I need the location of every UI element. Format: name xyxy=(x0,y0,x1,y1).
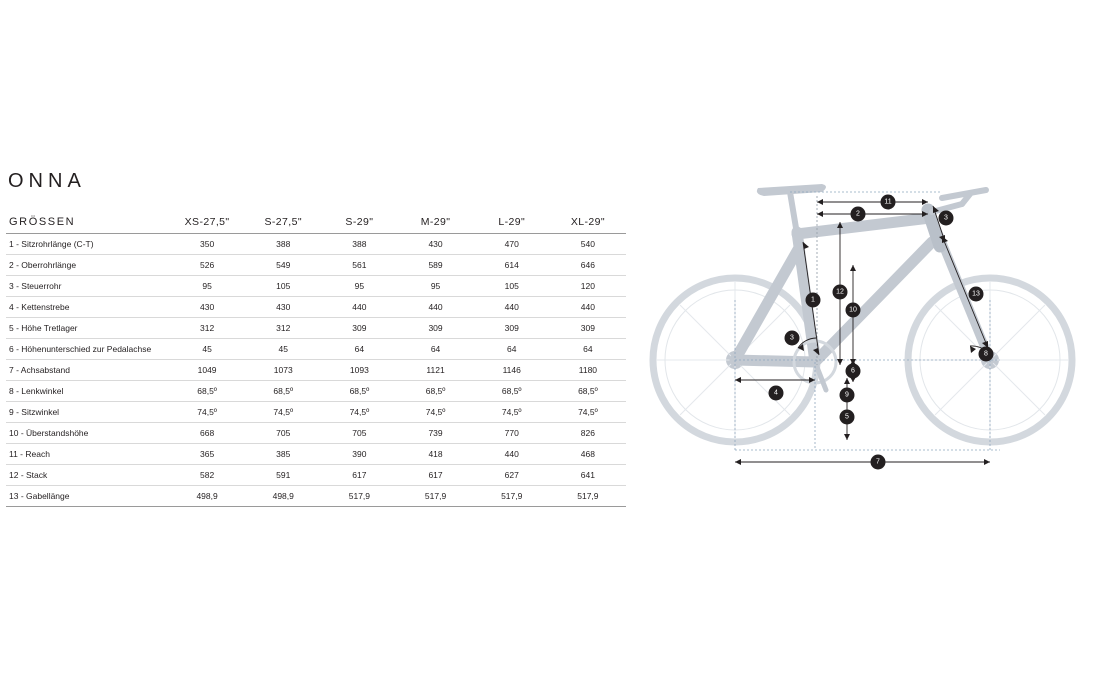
callout-label: 2 xyxy=(856,210,860,218)
column-header-size-4: L-29" xyxy=(474,211,550,234)
callout-1 xyxy=(806,293,821,308)
callout-13 xyxy=(969,287,984,302)
callout-label: 12 xyxy=(836,288,844,296)
callout-6 xyxy=(846,364,861,379)
cell: 1121 xyxy=(397,360,473,381)
cell: 1093 xyxy=(321,360,397,381)
cell: 95 xyxy=(169,276,245,297)
cell: 440 xyxy=(474,297,550,318)
column-header-size-3: M-29" xyxy=(397,211,473,234)
bike-geometry-diagram xyxy=(640,150,1110,510)
cell: 74,5º xyxy=(474,402,550,423)
row-label: 7 - Achsabstand xyxy=(6,360,169,381)
callout-label: 7 xyxy=(876,458,880,466)
column-header-size-1: S-27,5" xyxy=(245,211,321,234)
cell: 440 xyxy=(550,297,626,318)
cell: 74,5º xyxy=(397,402,473,423)
callout-label: 5 xyxy=(845,413,849,421)
cell: 74,5º xyxy=(245,402,321,423)
callout-9 xyxy=(840,388,855,403)
cell: 549 xyxy=(245,255,321,276)
cell: 1180 xyxy=(550,360,626,381)
cell: 826 xyxy=(550,423,626,444)
table-row xyxy=(6,339,626,360)
cell: 705 xyxy=(245,423,321,444)
cell: 95 xyxy=(321,276,397,297)
column-header-size-2: S-29" xyxy=(321,211,397,234)
table-row xyxy=(6,318,626,339)
cell: 45 xyxy=(169,339,245,360)
cell: 430 xyxy=(169,297,245,318)
cell: 64 xyxy=(397,339,473,360)
cell: 614 xyxy=(474,255,550,276)
callout-label: 11 xyxy=(884,198,892,206)
callout-label: 10 xyxy=(849,306,857,314)
cell: 64 xyxy=(550,339,626,360)
table-row xyxy=(6,276,626,297)
cell: 45 xyxy=(245,339,321,360)
cell: 526 xyxy=(169,255,245,276)
cell: 120 xyxy=(550,276,626,297)
callout-4 xyxy=(769,386,784,401)
cell: 68,5º xyxy=(321,381,397,402)
callout-label: 3 xyxy=(944,214,948,222)
callout-8 xyxy=(979,347,994,362)
callout-label: 4 xyxy=(774,389,778,397)
cell: 517,9 xyxy=(321,486,397,507)
table-row xyxy=(6,381,626,402)
cell: 388 xyxy=(245,234,321,255)
cell: 517,9 xyxy=(397,486,473,507)
row-label: 2 - Oberrohrlänge xyxy=(6,255,169,276)
row-label: 13 - Gabellänge xyxy=(6,486,169,507)
callout-11 xyxy=(881,195,896,210)
cell: 388 xyxy=(321,234,397,255)
cell: 74,5º xyxy=(321,402,397,423)
cell: 498,9 xyxy=(169,486,245,507)
cell: 64 xyxy=(321,339,397,360)
cell: 1049 xyxy=(169,360,245,381)
cell: 561 xyxy=(321,255,397,276)
cell: 1146 xyxy=(474,360,550,381)
cell: 440 xyxy=(397,297,473,318)
row-label: 1 - Sitzrohrlänge (C-T) xyxy=(6,234,169,255)
table-row xyxy=(6,234,626,255)
callout-label: 1 xyxy=(811,296,815,304)
table-body xyxy=(6,234,626,507)
table-row xyxy=(6,402,626,423)
cell: 309 xyxy=(550,318,626,339)
cell: 64 xyxy=(474,339,550,360)
cell: 440 xyxy=(321,297,397,318)
callout-label: 9 xyxy=(845,391,849,399)
cell: 540 xyxy=(550,234,626,255)
cell: 591 xyxy=(245,465,321,486)
row-label: 3 - Steuerrohr xyxy=(6,276,169,297)
row-label: 8 - Lenkwinkel xyxy=(6,381,169,402)
table-header xyxy=(6,211,626,234)
cell: 517,9 xyxy=(550,486,626,507)
cell: 517,9 xyxy=(474,486,550,507)
row-label: 12 - Stack xyxy=(6,465,169,486)
cell: 312 xyxy=(169,318,245,339)
dimension-lines xyxy=(735,196,990,465)
cell: 95 xyxy=(397,276,473,297)
cell: 582 xyxy=(169,465,245,486)
bike-silhouette-icon xyxy=(653,184,1072,442)
cell: 498,9 xyxy=(245,486,321,507)
column-header-size-0: XS-27,5" xyxy=(169,211,245,234)
cell: 430 xyxy=(397,234,473,255)
callout-2 xyxy=(851,207,866,222)
cell: 74,5º xyxy=(550,402,626,423)
table-row xyxy=(6,444,626,465)
table-row xyxy=(6,360,626,381)
callout-7 xyxy=(871,455,886,470)
row-label: 11 - Reach xyxy=(6,444,169,465)
cell: 617 xyxy=(397,465,473,486)
cell: 312 xyxy=(245,318,321,339)
row-label: 4 - Kettenstrebe xyxy=(6,297,169,318)
column-header-size-5: XL-29" xyxy=(550,211,626,234)
cell: 627 xyxy=(474,465,550,486)
callout-12 xyxy=(833,285,848,300)
cell: 309 xyxy=(321,318,397,339)
cell: 68,5º xyxy=(245,381,321,402)
cell: 617 xyxy=(321,465,397,486)
table-row xyxy=(6,423,626,444)
cell: 105 xyxy=(245,276,321,297)
cell: 468 xyxy=(550,444,626,465)
cell: 1073 xyxy=(245,360,321,381)
cell: 739 xyxy=(397,423,473,444)
cell: 390 xyxy=(321,444,397,465)
cell: 430 xyxy=(245,297,321,318)
callout-label: 3 xyxy=(790,334,794,342)
cell: 641 xyxy=(550,465,626,486)
row-label: 5 - Höhe Tretlager xyxy=(6,318,169,339)
geometry-table xyxy=(6,211,626,507)
table-row xyxy=(6,486,626,507)
row-label: 6 - Höhenunterschied zur Pedalachse xyxy=(6,339,169,360)
cell: 385 xyxy=(245,444,321,465)
table-header-row xyxy=(6,211,626,234)
table-row xyxy=(6,297,626,318)
geometry-table-panel xyxy=(6,170,626,507)
callout-5 xyxy=(840,410,855,425)
column-header-sizes: GRÖSSEN xyxy=(6,211,169,234)
cell: 350 xyxy=(169,234,245,255)
cell: 74,5º xyxy=(169,402,245,423)
cell: 68,5º xyxy=(169,381,245,402)
cell: 770 xyxy=(474,423,550,444)
cell: 105 xyxy=(474,276,550,297)
callout-3-head-tube xyxy=(939,211,954,226)
cell: 705 xyxy=(321,423,397,444)
row-label: 9 - Sitzwinkel xyxy=(6,402,169,423)
cell: 365 xyxy=(169,444,245,465)
row-label: 10 - Überstandshöhe xyxy=(6,423,169,444)
callout-3-seat-angle xyxy=(785,331,800,346)
table-row xyxy=(6,255,626,276)
cell: 68,5º xyxy=(550,381,626,402)
cell: 589 xyxy=(397,255,473,276)
cell: 309 xyxy=(397,318,473,339)
page-title: ONNA xyxy=(8,170,86,192)
table-row xyxy=(6,465,626,486)
cell: 646 xyxy=(550,255,626,276)
callout-label: 6 xyxy=(851,367,855,375)
cell: 68,5º xyxy=(397,381,473,402)
cell: 68,5º xyxy=(474,381,550,402)
cell: 668 xyxy=(169,423,245,444)
callout-10 xyxy=(846,303,861,318)
callout-label: 8 xyxy=(984,350,988,358)
callout-label: 13 xyxy=(972,290,980,298)
cell: 440 xyxy=(474,444,550,465)
cell: 309 xyxy=(474,318,550,339)
cell: 418 xyxy=(397,444,473,465)
cell: 470 xyxy=(474,234,550,255)
